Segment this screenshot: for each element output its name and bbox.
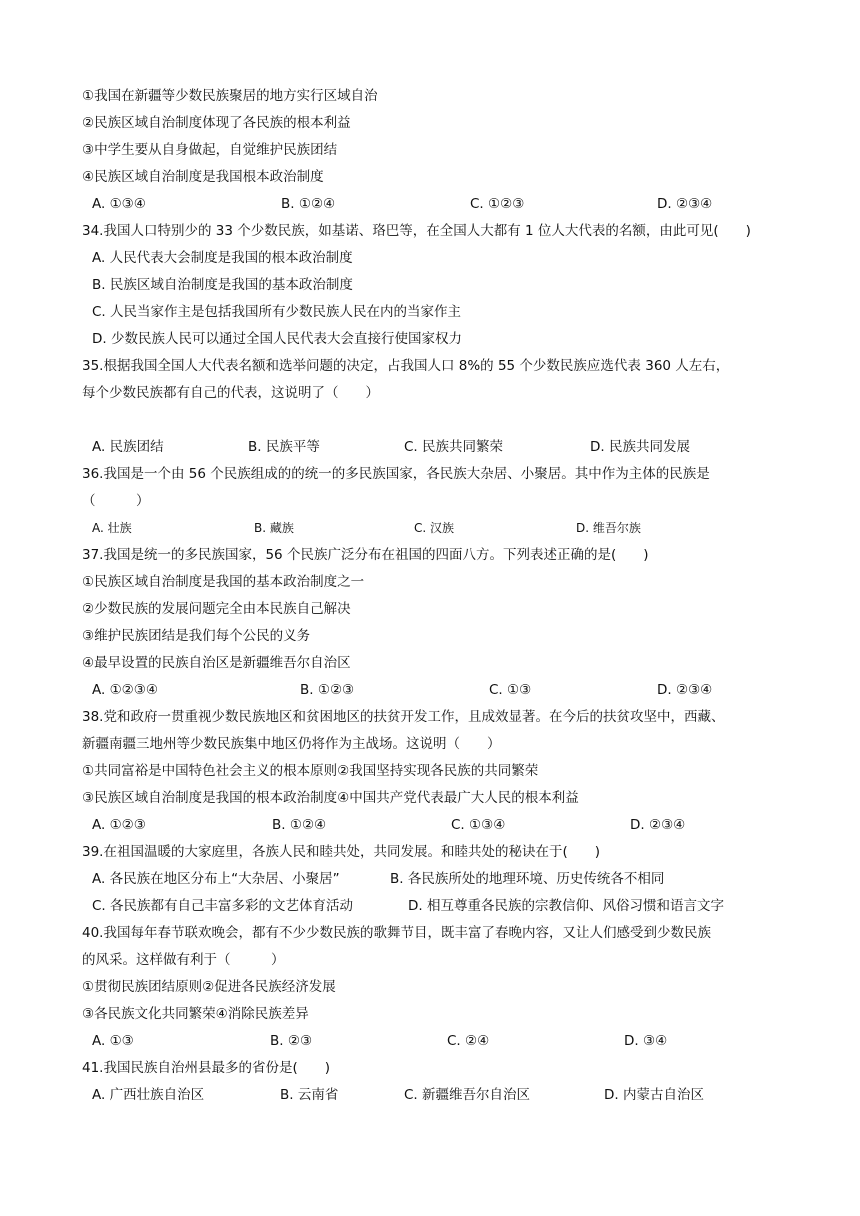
option-d: D. 相互尊重各民族的宗教信仰、风俗习惯和语言文字 <box>408 898 724 914</box>
option-c: C. 各民族都有自己丰富多彩的文艺体育活动 <box>92 898 354 914</box>
question-40-stem-line2: 的风采。这样做有利于（ ） <box>82 952 285 968</box>
option-row <box>0 813 860 837</box>
option-row <box>0 516 860 540</box>
option-a: A. 民族团结 <box>92 439 164 455</box>
statement-line <box>0 975 860 999</box>
option-line <box>0 327 860 351</box>
option-row <box>0 435 860 459</box>
option-d: D. 维吾尔族 <box>576 521 641 535</box>
question-40-stem-line1: 40.我国每年春节联欢晚会，都有不少少数民族的歌舞节目，既丰富了春晚内容，又让人们感受到少数民族 <box>82 925 711 941</box>
option-a: A. ①②③④ <box>92 682 158 698</box>
statement-line <box>0 138 860 162</box>
statement-text: ②民族区域自治制度体现了各民族的根本利益 <box>82 115 351 131</box>
option-a: A. ①③ <box>92 1033 134 1049</box>
option-d: D. ②③④ <box>630 817 686 833</box>
option-b: B. 民族平等 <box>248 439 320 455</box>
option-c: C. 人民当家作主是包括我国所有少数民族人民在内的当家作主 <box>92 304 462 320</box>
option-row <box>0 1029 860 1053</box>
statement-line <box>0 624 860 648</box>
statement-text: ③民族区域自治制度是我国的根本政治制度④中国共产党代表最广大人民的根本利益 <box>82 790 579 806</box>
statement-text: ①民族区域自治制度是我国的基本政治制度之一 <box>82 574 365 590</box>
option-line <box>0 273 860 297</box>
option-d: D. ②③④ <box>657 196 713 212</box>
option-row <box>0 1083 860 1107</box>
question-stem <box>0 732 860 756</box>
option-c: C. ①②③ <box>470 196 525 212</box>
question-35-stem-line2: 每个少数民族都有自己的代表，这说明了（ ） <box>82 385 379 401</box>
question-stem <box>0 840 860 864</box>
question-stem <box>0 1056 860 1080</box>
option-b: B. 民族区域自治制度是我国的基本政治制度 <box>92 277 353 293</box>
option-b: B. 各民族所处的地理环境、历史传统各不相同 <box>390 871 665 887</box>
question-35-stem-line1: 35.根据我国全国人大代表名额和选举问题的决定，占我国人口 8%的 55 个少数民族应选代表 360 人左右， <box>82 358 730 374</box>
option-c: C. ①③④ <box>451 817 506 833</box>
option-row <box>0 192 860 216</box>
statement-line <box>0 651 860 675</box>
option-row <box>0 867 860 891</box>
option-c: C. 汉族 <box>414 521 455 535</box>
statement-text: ③各民族文化共同繁荣④消除民族差异 <box>82 1006 309 1022</box>
option-a: A. 各民族在地区分布上“大杂居、小聚居” <box>92 871 340 887</box>
statement-line <box>0 570 860 594</box>
statement-text: ④民族区域自治制度是我国根本政治制度 <box>82 169 324 185</box>
statement-line <box>0 111 860 135</box>
question-36-stem-line2: （ ） <box>82 493 150 509</box>
question-stem <box>0 921 860 945</box>
option-d: D. 少数民族人民可以通过全国人民代表大会直接行使国家权力 <box>92 331 462 347</box>
option-c: C. 民族共同繁荣 <box>404 439 504 455</box>
option-b: B. 藏族 <box>254 521 294 535</box>
statement-text: ①贯彻民族团结原则②促进各民族经济发展 <box>82 979 336 995</box>
option-b: B. ②③ <box>270 1033 313 1049</box>
question-39-stem: 39.在祖国温暖的大家庭里，各族人民和睦共处，共同发展。和睦共处的秘诀在于( ) <box>82 844 601 860</box>
option-row <box>0 894 860 918</box>
option-d: D. ③④ <box>624 1033 668 1049</box>
question-38-stem-line1: 38.党和政府一贯重视少数民族地区和贫困地区的扶贫开发工作，且成效显著。在今后的扶贫攻坚中，西藏、 <box>82 709 725 725</box>
option-a: A. 广西壮族自治区 <box>92 1087 205 1103</box>
option-b: B. 云南省 <box>280 1087 339 1103</box>
question-stem <box>0 354 860 378</box>
question-38-stem-line2: 新疆南疆三地州等少数民族集中地区仍将作为主战场。这说明（ ） <box>82 736 501 752</box>
question-stem <box>0 489 860 513</box>
statement-text: ④最早设置的民族自治区是新疆维吾尔自治区 <box>82 655 351 671</box>
question-37-stem: 37.我国是统一的多民族国家，56 个民族广泛分布在祖国的四面八方。下列表述正确的是( ) <box>82 547 649 563</box>
option-line <box>0 246 860 270</box>
option-d: D. ②③④ <box>657 682 713 698</box>
option-d: D. 民族共同发展 <box>590 439 690 455</box>
statement-text: ①我国在新疆等少数民族聚居的地方实行区域自治 <box>82 88 378 104</box>
option-c: C. ①③ <box>489 682 532 698</box>
statement-text: ③维护民族团结是我们每个公民的义务 <box>82 628 311 644</box>
statement-line <box>0 1002 860 1026</box>
option-a: A. 壮族 <box>92 521 132 535</box>
question-34-stem: 34.我国人口特别少的 33 个少数民族，如基诺、珞巴等，在全国人大都有 1 位人大代表的名额，由此可见( ) <box>82 223 751 239</box>
option-a: A. ①②③ <box>92 817 146 833</box>
statement-text: ③中学生要从自身做起，自觉维护民族团结 <box>82 142 338 158</box>
option-b: B. ①②③ <box>300 682 355 698</box>
question-stem <box>0 381 860 405</box>
statement-line <box>0 786 860 810</box>
question-stem <box>0 219 860 243</box>
statement-line <box>0 165 860 189</box>
option-a: A. ①③④ <box>92 196 146 212</box>
question-36-stem-line1: 36.我国是一个由 56 个民族组成的的统一的多民族国家，各民族大杂居、小聚居。其中作为主体的民族是 <box>82 466 710 482</box>
option-b: B. ①②④ <box>281 196 336 212</box>
question-stem <box>0 705 860 729</box>
option-c: C. ②④ <box>447 1033 490 1049</box>
question-41-stem: 41.我国民族自治州县最多的省份是( ) <box>82 1060 331 1076</box>
option-row <box>0 678 860 702</box>
statement-line <box>0 84 860 108</box>
question-stem <box>0 948 860 972</box>
option-b: B. ①②④ <box>272 817 327 833</box>
statement-text: ②少数民族的发展问题完全由本民族自己解决 <box>82 601 351 617</box>
statement-text: ①共同富裕是中国特色社会主义的根本原则②我国坚持实现各民族的共同繁荣 <box>82 763 539 779</box>
question-stem <box>0 462 860 486</box>
option-line <box>0 300 860 324</box>
statement-line <box>0 759 860 783</box>
statement-line <box>0 597 860 621</box>
option-c: C. 新疆维吾尔自治区 <box>404 1087 531 1103</box>
question-stem <box>0 543 860 567</box>
option-a: A. 人民代表大会制度是我国的根本政治制度 <box>92 250 353 266</box>
option-d: D. 内蒙古自治区 <box>604 1087 704 1103</box>
